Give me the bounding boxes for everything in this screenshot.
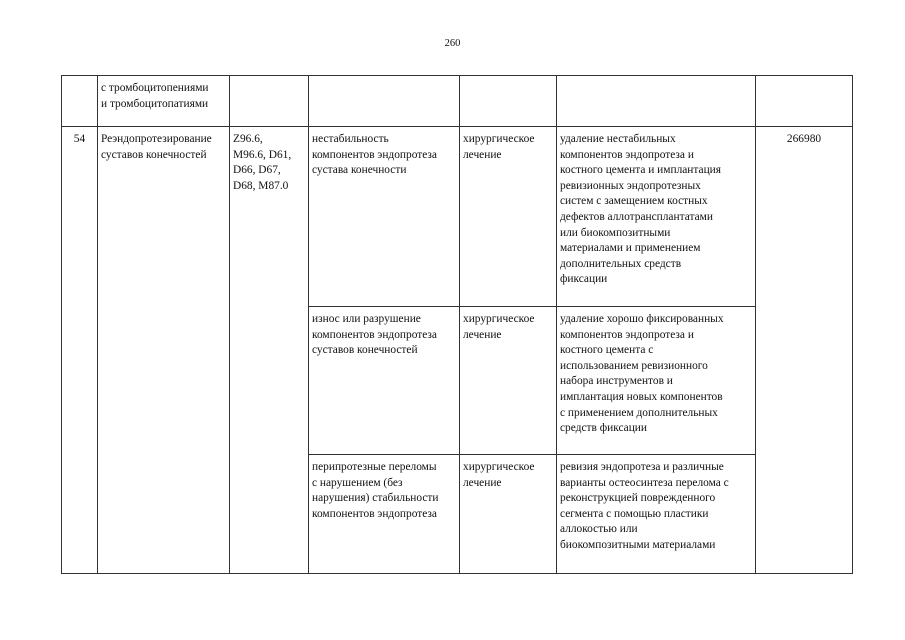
- care-name: с тромбоцитопениями и тромбоцитопатиями: [101, 82, 209, 110]
- cell-num: [62, 127, 98, 574]
- tariff-value: 266980: [786, 133, 822, 145]
- cell-tariff: [756, 76, 853, 127]
- table-row: [62, 127, 853, 307]
- cell-model: [309, 455, 460, 574]
- treatment-method: удаление нестабильных компонентов эндопротеза и костного цемента и имплантация ревизионных эндопротезных систем с замещением костных дефектов аллотрансплантатами или биокомпозитными материалами и применением дополнительных средств фиксации: [560, 133, 722, 286]
- patient-model: нестабильность компонентов эндопротеза сустава конечности: [312, 133, 437, 177]
- patient-model: перипротезные переломы с нарушением (без нарушения) стабильности компонентов эндопротеза: [312, 461, 439, 520]
- treatment-type: хирургическое лечение: [463, 133, 535, 161]
- cell-name: [98, 76, 230, 127]
- cell-method: [557, 455, 756, 574]
- cell-method: [557, 127, 756, 307]
- cell-model: [309, 76, 460, 127]
- patient-model: износ или разрушение компонентов эндопротеза суставов конечностей: [312, 313, 437, 357]
- cell-type: [460, 127, 557, 307]
- cell-model: [309, 307, 460, 455]
- cell-type: [460, 307, 557, 455]
- icd-codes: Z96.6, M96.6, D61, D66, D67, D68, M87.0: [233, 133, 292, 192]
- treatment-type: хирургическое лечение: [463, 461, 535, 489]
- treatment-type: хирургическое лечение: [463, 313, 535, 341]
- treatment-method: ревизия эндопротеза и различные варианты остеосинтеза перелома с реконструкцией поврежденного сегмента с помощью пластики аллокостью или биокомпозитными материалами: [560, 461, 729, 551]
- cell-model: [309, 127, 460, 307]
- cell-codes: [230, 76, 309, 127]
- cell-tariff: [756, 127, 853, 574]
- care-methods-table: [61, 75, 853, 574]
- cell-codes: [230, 127, 309, 574]
- cell-type: [460, 76, 557, 127]
- cell-name: [98, 127, 230, 574]
- care-name: Реэндопротезирование суставов конечностей: [101, 133, 212, 161]
- table-row-continued: [62, 76, 853, 127]
- cell-method: [557, 307, 756, 455]
- cell-type: [460, 455, 557, 574]
- cell-num: [62, 76, 98, 127]
- cell-method: [557, 76, 756, 127]
- row-number: 54: [73, 133, 86, 145]
- treatment-method: удаление хорошо фиксированных компонентов эндопротеза и костного цемента с использованием ревизионного набора инструментов и имплантация новых компонентов с применением дополнительных средств фиксации: [560, 313, 724, 435]
- page-number: 260: [444, 38, 461, 49]
